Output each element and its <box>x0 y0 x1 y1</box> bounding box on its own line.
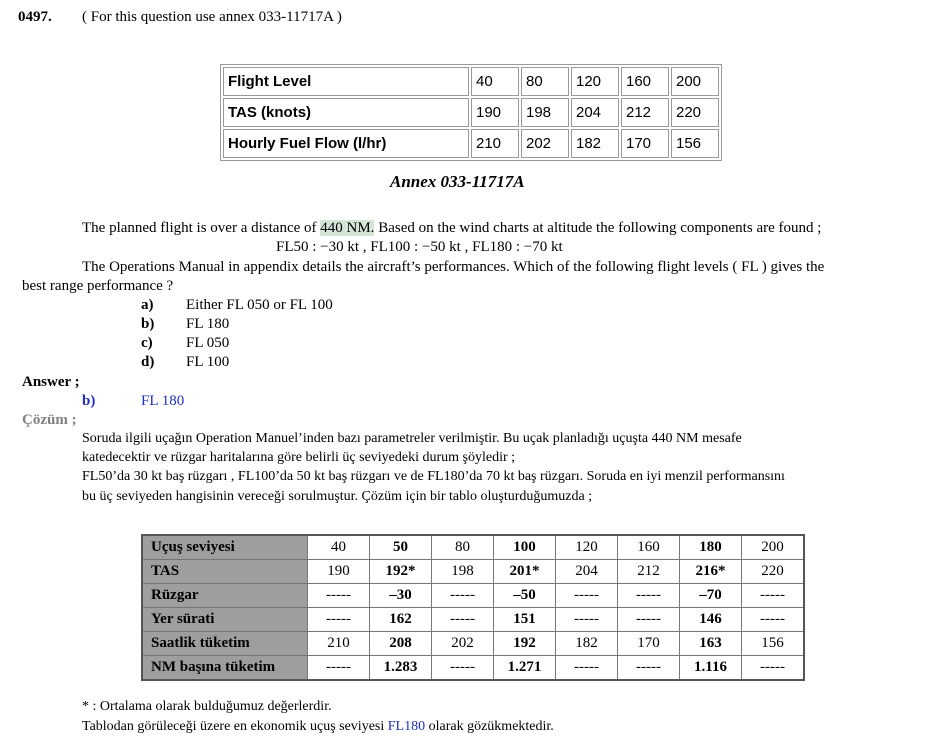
answer-letter: b) <box>82 393 96 409</box>
distance-highlight: 440 NM. <box>320 220 375 236</box>
question-number: 0497. <box>18 9 52 25</box>
solution-cell: –70 <box>680 584 742 608</box>
conclusion-suffix: olarak gözükmektedir. <box>425 719 554 734</box>
solution-cell: 120 <box>556 535 618 560</box>
solution-cell: 220 <box>742 560 805 584</box>
annex-row-label: TAS (knots) <box>223 98 469 127</box>
solution-cell: 201* <box>494 560 556 584</box>
annex-cell: 200 <box>671 67 719 96</box>
solution-cell: 208 <box>370 632 432 656</box>
annex-row-label: Hourly Fuel Flow (l/hr) <box>223 129 469 158</box>
annex-cell: 170 <box>621 129 669 158</box>
solution-cell: 216* <box>680 560 742 584</box>
solution-cell: ----- <box>308 656 370 681</box>
solution-cell: ----- <box>618 608 680 632</box>
solution-cell: 210 <box>308 632 370 656</box>
annex-cell: 40 <box>471 67 519 96</box>
wind-components: FL50 : −30 kt , FL100 : −50 kt , FL180 : −70 kt <box>276 239 563 255</box>
solution-cell: ----- <box>742 584 805 608</box>
solution-row-label: Rüzgar <box>142 584 308 608</box>
annex-row-tas <box>223 98 719 127</box>
distance-suffix: Based on the wind charts at altitude the following components are found ; <box>374 220 822 236</box>
solution-line-2: katedecektir ve rüzgar haritalarına göre belirli üç seviyedeki durum şöyledir ; <box>82 450 516 465</box>
annex-cell: 204 <box>571 98 619 127</box>
question-line-3: The Operations Manual in appendix details the aircraft’s performances. Which of the following flight levels ( FL ) gives the <box>82 259 825 275</box>
solution-row-label: Uçuş seviyesi <box>142 535 308 560</box>
solution-cell: –50 <box>494 584 556 608</box>
annex-cell: 80 <box>521 67 569 96</box>
solution-cell: ----- <box>556 608 618 632</box>
solution-cell: ----- <box>742 656 805 681</box>
annex-cell: 160 <box>621 67 669 96</box>
solution-cell: 151 <box>494 608 556 632</box>
solution-cell: 198 <box>432 560 494 584</box>
annex-row-label: Flight Level <box>223 67 469 96</box>
annex-caption: Annex 033-11717A <box>390 172 525 191</box>
conclusion <box>82 719 554 735</box>
solution-cell: 50 <box>370 535 432 560</box>
solution-cell: ----- <box>556 584 618 608</box>
solution-row-ground-speed <box>142 608 804 632</box>
solution-cell: 190 <box>308 560 370 584</box>
annex-cell: 120 <box>571 67 619 96</box>
solution-cell: 163 <box>680 632 742 656</box>
annex-cell: 202 <box>521 129 569 158</box>
solution-cell: 146 <box>680 608 742 632</box>
solution-cell: 160 <box>618 535 680 560</box>
solution-cell: ----- <box>308 608 370 632</box>
question-line-4: best range performance ? <box>22 278 174 294</box>
footnote: * : Ortalama olarak bulduğumuz değerlerdir. <box>82 699 332 714</box>
annex-cell: 220 <box>671 98 719 127</box>
solution-row-label: NM başına tüketim <box>142 656 308 681</box>
option-c-text: FL 050 <box>186 335 230 351</box>
solution-row-label: Saatlik tüketim <box>142 632 308 656</box>
solution-cell: 156 <box>742 632 805 656</box>
annex-table <box>220 64 722 161</box>
conclusion-prefix: Tablodan görüleceği üzere en ekonomik uçuş seviyesi <box>82 719 388 734</box>
solution-cell: 100 <box>494 535 556 560</box>
solution-row-flight-level <box>142 535 804 560</box>
solution-cell: ----- <box>432 656 494 681</box>
solution-row-tas <box>142 560 804 584</box>
solution-row-consumption-per-nm <box>142 656 804 681</box>
solution-cell: ----- <box>556 656 618 681</box>
solution-cell: ----- <box>618 584 680 608</box>
solution-cell: 40 <box>308 535 370 560</box>
solution-row-hourly-consumption <box>142 632 804 656</box>
solution-cell: ----- <box>432 584 494 608</box>
solution-cell: 180 <box>680 535 742 560</box>
question-reference: ( For this question use annex 033-11717A ) <box>82 9 342 25</box>
solution-cell: ----- <box>308 584 370 608</box>
conclusion-flight-level: FL180 <box>387 719 426 734</box>
annex-row-fuel-flow <box>223 129 719 158</box>
option-b-letter: b) <box>141 316 155 332</box>
annex-cell: 182 <box>571 129 619 158</box>
solution-cell: 182 <box>556 632 618 656</box>
solution-row-label: TAS <box>142 560 308 584</box>
annex-row-flight-level <box>223 67 719 96</box>
annex-cell: 212 <box>621 98 669 127</box>
distance-prefix: The planned flight is over a distance of <box>82 220 321 236</box>
solution-cell: 200 <box>742 535 805 560</box>
solution-cell: 192 <box>494 632 556 656</box>
answer-label: Answer ; <box>22 374 80 390</box>
solution-cell: 212 <box>618 560 680 584</box>
solution-cell: ----- <box>742 608 805 632</box>
option-d-letter: d) <box>141 354 155 370</box>
option-a-letter: a) <box>141 297 154 313</box>
solution-cell: 162 <box>370 608 432 632</box>
solution-cell: 192* <box>370 560 432 584</box>
solution-cell: 80 <box>432 535 494 560</box>
solution-cell: 170 <box>618 632 680 656</box>
solution-cell: 1.116 <box>680 656 742 681</box>
solution-line-3: FL50’da 30 kt baş rüzgarı , FL100’da 50 kt baş rüzgarı ve de FL180’da 70 kt baş rüzgarı. Soruda en iyi menzil performansını <box>82 469 785 484</box>
option-a-text: Either FL 050 or FL 100 <box>186 297 333 313</box>
solution-cell: 204 <box>556 560 618 584</box>
solution-cell: 1.283 <box>370 656 432 681</box>
solution-cell: 1.271 <box>494 656 556 681</box>
option-d-text: FL 100 <box>186 354 230 370</box>
solution-table <box>141 534 805 681</box>
question-line-1 <box>82 220 821 237</box>
annex-cell: 190 <box>471 98 519 127</box>
solution-cell: ----- <box>618 656 680 681</box>
solution-cell: ----- <box>432 608 494 632</box>
annex-cell: 156 <box>671 129 719 158</box>
solution-row-wind <box>142 584 804 608</box>
solution-cell: 202 <box>432 632 494 656</box>
solution-row-label: Yer sürati <box>142 608 308 632</box>
annex-cell: 198 <box>521 98 569 127</box>
solution-line-1: Soruda ilgili uçağın Operation Manuel’inden bazı parametreler verilmiştir. Bu uçak planladığı uçuşta 440 NM mesafe <box>82 431 742 446</box>
solution-line-4: bu üç seviyeden hangisinin vereceği sorulmuştur. Çözüm için bir tablo oluşturduğumuzda ; <box>82 489 593 504</box>
solution-label: Çözüm ; <box>22 412 77 428</box>
option-b-text: FL 180 <box>186 316 230 332</box>
option-c-letter: c) <box>141 335 153 351</box>
solution-cell: –30 <box>370 584 432 608</box>
annex-cell: 210 <box>471 129 519 158</box>
answer-text: FL 180 <box>141 393 185 409</box>
